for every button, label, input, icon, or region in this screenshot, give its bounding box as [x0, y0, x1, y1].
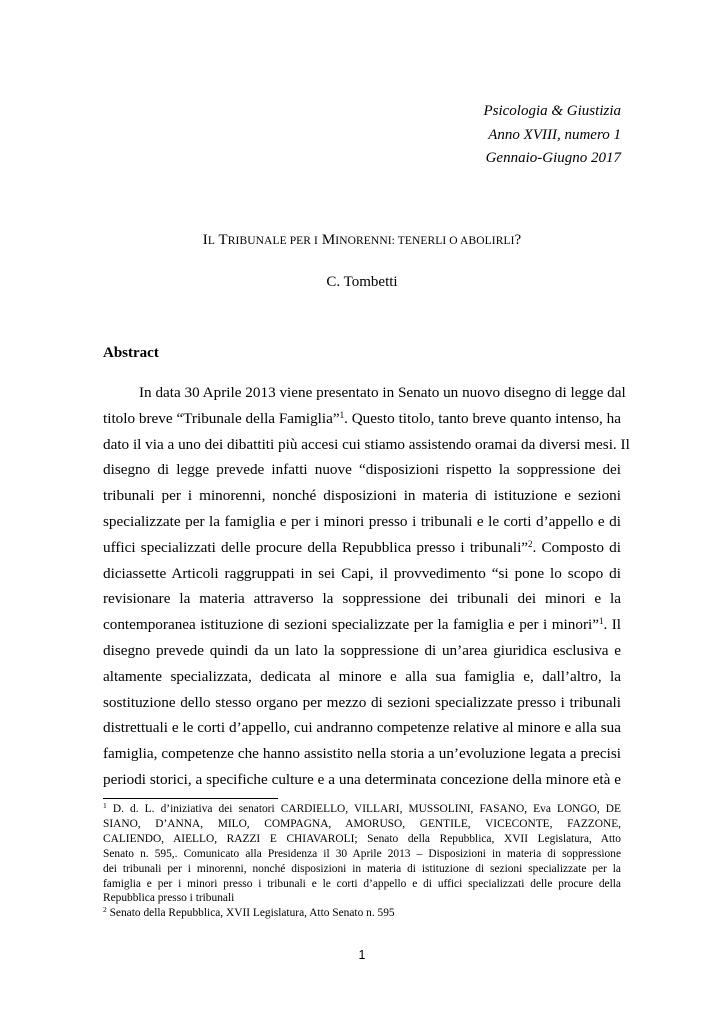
abstract-text-segment: periodi storici, a specifiche culture e a una determinata concezione della minore età e — [103, 770, 621, 788]
abstract-line — [103, 457, 621, 483]
footnote-line — [103, 862, 621, 877]
footnote-line — [103, 817, 621, 832]
footnote-number: 1 — [103, 801, 107, 810]
page-number: 1 — [358, 948, 366, 962]
abstract-text-segment: . Questo titolo, tanto breve quanto intenso, ha — [344, 409, 621, 427]
footnote-text: Senato n. 595,. Comunicato alla Presidenza il 30 Aprile 2013 – Disposizioni in materia di soppressione — [103, 847, 621, 860]
footnote-text: D. d. L. d’iniziativa dei senatori CARDIELLO, VILLARI, MUSSOLINI, FASANO, Eva LONGO, DE — [106, 803, 621, 815]
abstract-text-segment: revisionare la materia attraverso la soppressione dei tribunali dei minori e la — [103, 590, 621, 608]
abstract-text-segment: sostituzione dello stesso organo per mezzo di sezioni specializzate presso i tribunali — [103, 693, 621, 711]
abstract-text-segment: dato il via a uno dei dibattiti più accesi cui stiamo assistendo oramai da diversi mesi. Il — [103, 435, 630, 453]
abstract-line — [103, 690, 621, 716]
abstract-line — [103, 380, 626, 406]
footnote-line — [103, 891, 621, 906]
journal-period: Gennaio-Giugno 2017 — [485, 150, 621, 166]
abstract-line — [103, 741, 621, 767]
abstract-line — [103, 586, 621, 612]
footnote-line — [103, 832, 621, 847]
abstract-text — [103, 380, 630, 793]
footnote-text: famiglia e per i minori presso i tribunali e le corti d’appello e di uffici specializzati delle procure della — [103, 877, 621, 890]
abstract-text-segment: contemporanea istituzione di sezioni specializzate per la famiglia e per i minori” — [103, 616, 599, 634]
article-author: C. Tombetti — [326, 274, 398, 290]
abstract-line — [103, 561, 621, 587]
footnote-line — [103, 877, 621, 892]
abstract-text-segment: specializzate per la famiglia e per i minori presso i tribunali e le corti d’appello e di — [103, 512, 621, 530]
abstract-text-segment: . Il — [603, 616, 621, 634]
abstract-text-segment: disegno prevede quindi da un lato la soppressione di un’area giuridica esclusiva e — [103, 641, 621, 659]
abstract-line — [103, 638, 621, 664]
abstract-text-segment: uffici specializzati delle procure della Repubblica presso i tribunali” — [103, 538, 529, 556]
abstract-text-segment: In data 30 Aprile 2013 viene presentato in Senato un nuovo disegno di legge dal — [139, 384, 626, 401]
journal-name: Psicologia & Giustizia — [483, 103, 621, 119]
footnote-ref: 1 — [598, 616, 604, 627]
abstract-line — [103, 432, 630, 458]
footnote-ref: 2 — [528, 538, 533, 549]
abstract-line — [103, 767, 621, 793]
abstract-heading: Abstract — [103, 345, 159, 361]
abstract-text-segment: altamente specializzata, dedicata al minore e alla sua famiglia e, dall’altro, la — [103, 667, 621, 685]
footnote-text: CALIENDO, AIELLO, RAZZI E CHIAVAROLI; Senato della Repubblica, XVII Legislatura, Atto — [103, 832, 621, 845]
abstract-line — [103, 483, 621, 509]
abstract-text-segment: disegno di legge prevede infatti nuove “disposizioni rispetto la soppressione dei — [103, 461, 621, 479]
footnote-line — [103, 802, 621, 817]
footnote-ref: 1 — [339, 409, 345, 420]
abstract-line — [103, 612, 621, 638]
abstract-line — [103, 406, 621, 432]
abstract-line — [103, 715, 621, 741]
footnote-text: Repubblica presso i tribunali — [103, 892, 235, 905]
article-title: IL TRIBUNALE PER I MINORENNI: TENERLI O ABOLIRLI? — [202, 232, 522, 248]
abstract-line — [103, 509, 621, 535]
abstract-line — [103, 535, 621, 561]
footnote-divider — [103, 798, 278, 799]
abstract-text-segment: titolo breve “Tribunale della Famiglia” — [103, 409, 340, 427]
abstract-text-segment: famiglia, competenze che hanno assistito nella storia a un’evoluzione legata a precisi — [103, 745, 621, 763]
footnote-line — [103, 847, 621, 862]
abstract-line — [103, 664, 621, 690]
journal-issue: Anno XVIII, numero 1 — [488, 126, 621, 143]
abstract-text-segment: diciassette Articoli raggruppati in sei Capi, il provvedimento “si pone lo scopo di — [103, 564, 621, 582]
journal-header — [483, 100, 621, 171]
footnote-text: Senato della Repubblica, XVII Legislatura, Atto Senato n. 595 — [106, 907, 395, 920]
footnotes — [103, 802, 621, 921]
abstract-text-segment: tribunali per i minorenni, nonché disposizioni in materia di istituzione e sezioni — [103, 487, 621, 505]
footnote-line — [103, 906, 621, 921]
footnote-number: 2 — [103, 905, 107, 915]
footnote-text: dei tribunali per i minorenni, nonché disposizioni in materia di istituzione di sezioni specializzate per la — [103, 862, 621, 875]
footnote-text: SIANO, D’ANNA, MILO, COMPAGNA, AMORUSO, GENTILE, VICECONTE, FAZZONE, — [103, 817, 621, 830]
abstract-text-segment: . Composto di — [532, 538, 621, 556]
abstract-text-segment: distrettuali e le corti d’appello, cui andranno competenze relative al minore e alla sua — [103, 719, 621, 737]
